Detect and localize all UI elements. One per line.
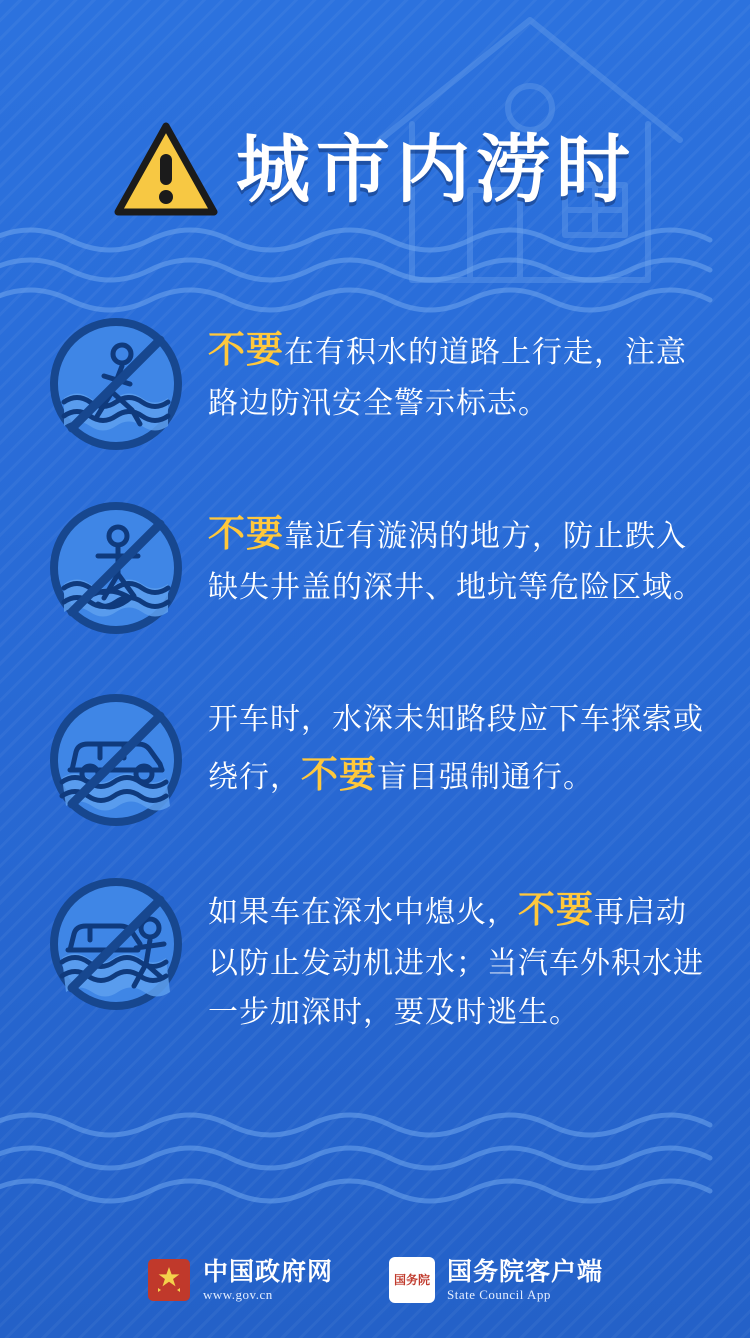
- national-emblem-icon: [147, 1258, 191, 1302]
- tip-body: 如果车在深水中熄火，: [208, 895, 518, 930]
- brand-name-cn: 中国政府网: [202, 1256, 333, 1286]
- tips-list: [0, 300, 750, 1075]
- tip-body-2: 再启动以防止发动机进水；当汽车外积水进一步加深时，要及时逃生。: [208, 895, 704, 1030]
- no-restart-stalled-car-icon: [46, 874, 186, 1014]
- tip-text: [208, 314, 716, 429]
- poster-header: [0, 110, 750, 230]
- brand-name-en: State Council App: [447, 1286, 551, 1302]
- list-item: [0, 314, 750, 454]
- state-council-badge-text: 国务院: [393, 1272, 430, 1287]
- tip-body: 靠近有漩涡的地方，防止跌入缺失井盖的深井、地坑等危险区域。: [208, 519, 704, 605]
- brand-text: [203, 1258, 333, 1302]
- tip-body: 开车时，水深未知路段应下车探索或绕行，: [208, 702, 704, 795]
- no-driving-through-water-icon: [46, 690, 186, 830]
- no-walking-in-floodwater-icon: [46, 314, 186, 454]
- list-item: [0, 874, 750, 1037]
- brand-gov-cn[interactable]: [147, 1258, 333, 1302]
- footer: [0, 1244, 750, 1316]
- brand-name-en: www.gov.cn: [202, 1286, 273, 1302]
- list-item: [0, 690, 750, 830]
- tip-text: [208, 874, 716, 1037]
- tip-text: [208, 690, 716, 805]
- page-title: 城市内涝时: [236, 127, 636, 213]
- brand-text: [447, 1258, 603, 1302]
- list-item: [0, 498, 750, 638]
- tip-text: [208, 498, 716, 613]
- water-wave-icon-bottom: [0, 1100, 750, 1220]
- tip-body-2: 盲目强制通行。: [377, 759, 594, 795]
- tip-highlight: 不要: [301, 752, 377, 796]
- tip-highlight: 不要: [208, 328, 284, 371]
- no-standing-near-whirlpool-icon: [46, 498, 186, 638]
- brand-name-cn: 国务院客户端: [447, 1256, 604, 1286]
- warning-triangle-icon: [114, 122, 218, 218]
- brand-state-council-app[interactable]: [389, 1257, 603, 1303]
- state-council-badge-icon: [389, 1257, 435, 1303]
- tip-body: 在有积水的道路上行走，注意路边防汛安全警示标志。: [208, 335, 687, 421]
- tip-highlight: 不要: [208, 512, 284, 555]
- tip-highlight: 不要: [518, 888, 594, 931]
